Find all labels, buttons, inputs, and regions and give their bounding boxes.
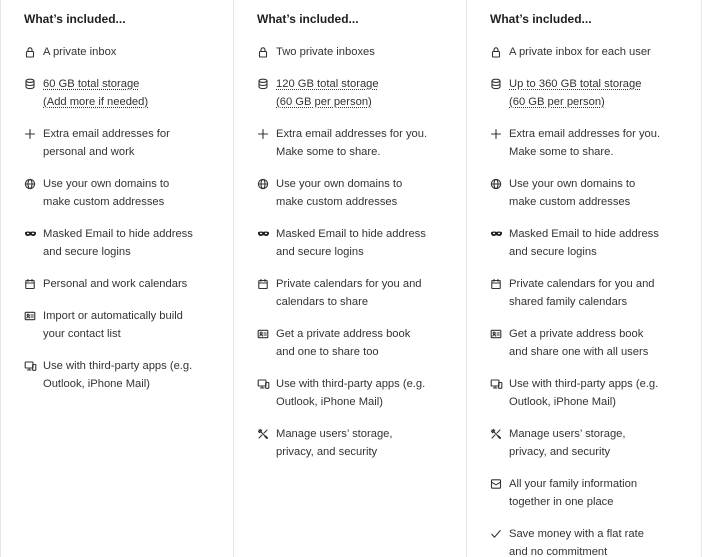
- feature-line: Outlook, iPhone Mail): [43, 378, 150, 390]
- feature-item: [24, 275, 233, 293]
- feature-line: Use your own domains to: [276, 178, 403, 190]
- feature-line[interactable]: (Add more if needed): [43, 96, 149, 108]
- devices-icon: [490, 375, 509, 393]
- feature-line: and secure logins: [276, 246, 364, 258]
- feature-line: make custom addresses: [509, 196, 631, 208]
- feature-line: make custom addresses: [276, 196, 398, 208]
- feature-line: Make some to share.: [509, 146, 614, 158]
- feature-item: [257, 175, 466, 211]
- mask-icon: [490, 225, 509, 243]
- feature-text: [509, 475, 701, 511]
- lock-icon: [490, 43, 509, 61]
- calendar-icon: [257, 275, 276, 293]
- feature-text: [276, 43, 466, 61]
- plus-icon: [490, 125, 509, 143]
- feature-item: [490, 425, 701, 461]
- feature-line: Two private inboxes: [276, 46, 375, 58]
- feature-line: Extra email addresses for: [43, 128, 170, 140]
- feature-line[interactable]: 120 GB total storage: [276, 78, 379, 90]
- feature-line: and one to share too: [276, 346, 379, 358]
- feature-line: Use with third-party apps (e.g.: [276, 378, 426, 390]
- feature-line: Extra email addresses for you.: [276, 128, 428, 140]
- included-heading: What’s included...: [24, 12, 126, 26]
- feature-line: Outlook, iPhone Mail): [509, 396, 616, 408]
- mask-icon: [24, 225, 43, 243]
- contact-card-icon: [24, 307, 43, 325]
- contact-card-icon: [490, 325, 509, 343]
- feature-item: [257, 225, 466, 261]
- feature-line: Get a private address book: [509, 328, 644, 340]
- feature-text: [276, 275, 466, 311]
- feature-text: [43, 275, 233, 293]
- feature-text: [43, 43, 233, 61]
- feature-text: [509, 375, 701, 411]
- feature-text: [43, 125, 233, 161]
- feature-line: Private calendars for you and: [276, 278, 422, 290]
- feature-item: [490, 125, 701, 161]
- contact-card-icon: [257, 325, 276, 343]
- feature-text: [509, 425, 701, 461]
- plus-icon: [24, 125, 43, 143]
- feature-line[interactable]: (60 GB per person): [509, 96, 605, 108]
- feature-line: Use with third-party apps (e.g.: [43, 360, 193, 372]
- plan-column: [0, 0, 233, 557]
- feature-line: Masked Email to hide address: [43, 228, 193, 240]
- feature-text: [276, 175, 466, 211]
- calendar-icon: [24, 275, 43, 293]
- feature-item: [490, 75, 701, 111]
- feature-text: [276, 225, 466, 261]
- feature-line: Outlook, iPhone Mail): [276, 396, 383, 408]
- feature-line: shared family calendars: [509, 296, 628, 308]
- devices-icon: [257, 375, 276, 393]
- feature-item: [24, 225, 233, 261]
- feature-text: [509, 43, 701, 61]
- feature-line: and secure logins: [43, 246, 131, 258]
- feature-line: Get a private address book: [276, 328, 411, 340]
- feature-item: [257, 275, 466, 311]
- feature-item: [490, 225, 701, 261]
- feature-item: [490, 375, 701, 411]
- globe-icon: [24, 175, 43, 193]
- plan-column: [466, 0, 702, 557]
- feature-item: [490, 525, 701, 557]
- plan-column: [233, 0, 466, 557]
- feature-text[interactable]: [276, 75, 466, 111]
- lock-icon: [24, 43, 43, 61]
- feature-text[interactable]: [509, 75, 701, 111]
- globe-icon: [257, 175, 276, 193]
- feature-line: privacy, and security: [276, 446, 378, 458]
- feature-line: your contact list: [43, 328, 121, 340]
- plus-icon: [257, 125, 276, 143]
- feature-line: Save money with a flat rate: [509, 528, 644, 540]
- feature-line: and secure logins: [509, 246, 597, 258]
- feature-line: personal and work: [43, 146, 135, 158]
- feature-item: [24, 175, 233, 211]
- feature-list: [490, 43, 701, 557]
- feature-line: Use with third-party apps (e.g.: [509, 378, 659, 390]
- feature-line: Private calendars for you and: [509, 278, 655, 290]
- feature-item: [257, 125, 466, 161]
- feature-text: [43, 225, 233, 261]
- feature-text: [509, 175, 701, 211]
- feature-text: [509, 125, 701, 161]
- feature-line: Masked Email to hide address: [509, 228, 659, 240]
- calendar-icon: [490, 275, 509, 293]
- globe-icon: [490, 175, 509, 193]
- feature-line: privacy, and security: [509, 446, 611, 458]
- feature-line: Make some to share.: [276, 146, 381, 158]
- feature-item: [24, 307, 233, 343]
- feature-item: [490, 475, 701, 511]
- feature-line: Personal and work calendars: [43, 278, 188, 290]
- feature-line: calendars to share: [276, 296, 369, 308]
- feature-item: [257, 425, 466, 461]
- feature-line: and share one with all users: [509, 346, 649, 358]
- feature-list: [24, 43, 233, 393]
- feature-item: [490, 275, 701, 311]
- tools-icon: [490, 425, 509, 443]
- feature-text: [43, 175, 233, 211]
- feature-item: [490, 175, 701, 211]
- feature-line: A private inbox for each user: [509, 46, 651, 58]
- devices-icon: [24, 357, 43, 375]
- feature-text: [509, 325, 701, 361]
- feature-line: Extra email addresses for you.: [509, 128, 661, 140]
- feature-item: [257, 75, 466, 111]
- feature-text: [276, 425, 466, 461]
- feature-line[interactable]: Up to 360 GB total storage: [509, 78, 642, 90]
- feature-item: [490, 43, 701, 61]
- feature-line: A private inbox: [43, 46, 117, 58]
- feature-item: [490, 325, 701, 361]
- feature-line: Manage users’ storage,: [276, 428, 393, 440]
- feature-item: [257, 325, 466, 361]
- feature-line[interactable]: 60 GB total storage: [43, 78, 140, 90]
- feature-line: All your family information: [509, 478, 638, 490]
- feature-line: and no commitment: [509, 546, 608, 557]
- feature-text: [43, 307, 233, 343]
- feature-line: Use your own domains to: [509, 178, 636, 190]
- feature-text: [276, 325, 466, 361]
- feature-line: Manage users’ storage,: [509, 428, 626, 440]
- mask-icon: [257, 225, 276, 243]
- feature-text: [509, 275, 701, 311]
- feature-text: [276, 375, 466, 411]
- feature-text: [509, 225, 701, 261]
- feature-text: [276, 125, 466, 161]
- feature-line[interactable]: (60 GB per person): [276, 96, 372, 108]
- feature-item: [24, 43, 233, 61]
- feature-line: Masked Email to hide address: [276, 228, 426, 240]
- storage-icon: [257, 75, 276, 93]
- feature-line: Import or automatically build: [43, 310, 183, 322]
- feature-list: [257, 43, 466, 461]
- feature-line: together in one place: [509, 496, 614, 508]
- included-heading: What’s included...: [490, 12, 592, 26]
- included-heading: What’s included...: [257, 12, 359, 26]
- family-mail-icon: [490, 475, 509, 493]
- feature-item: [257, 43, 466, 61]
- tools-icon: [257, 425, 276, 443]
- lock-icon: [257, 43, 276, 61]
- storage-icon: [490, 75, 509, 93]
- feature-line: make custom addresses: [43, 196, 165, 208]
- feature-text[interactable]: [43, 75, 233, 111]
- feature-item: [24, 357, 233, 393]
- feature-item: [24, 75, 233, 111]
- checkmark-icon: [490, 525, 509, 543]
- feature-line: Use your own domains to: [43, 178, 170, 190]
- feature-item: [24, 125, 233, 161]
- feature-text: [43, 357, 233, 393]
- storage-icon: [24, 75, 43, 93]
- feature-item: [257, 375, 466, 411]
- feature-text: [509, 525, 701, 557]
